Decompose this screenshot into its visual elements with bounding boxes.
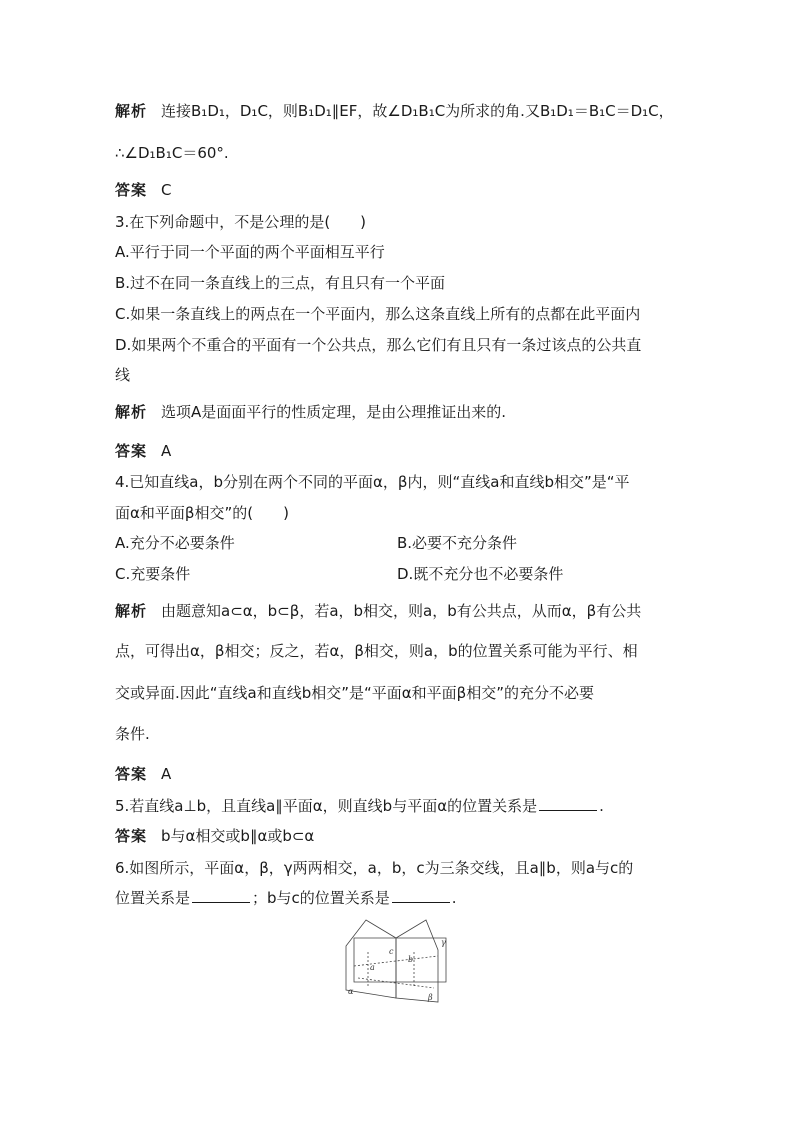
q3-answer	[115, 441, 685, 461]
q4-analysis-3: 交或异面.因此“直线a和直线b相交”是“平面α和平面β相交”的充分不必要	[115, 684, 595, 702]
q6-stem-1: 6.如图所示，平面α，β，γ两两相交，a，b，c为三条交线，且a∥b，则a与c的	[115, 859, 634, 877]
answer-label: 答案	[115, 827, 148, 845]
q4-stem-1: 4.已知直线a，b分别在两个不同的平面α，β内，则“直线a和直线b相交”是“平	[115, 473, 630, 491]
q4-stem-2: 面α和平面β相交”的( )	[115, 504, 289, 522]
q4-analysis-2: 点，可得出α，β相交；反之，若α，β相交，则a，b的位置关系可能为平行、相	[115, 642, 638, 660]
answer-label: 答案	[115, 442, 148, 460]
q4-answer	[115, 764, 685, 784]
analysis-text: 连接B₁D₁，D₁C，则B₁D₁∥EF，故∠D₁B₁C为所求的角.又B₁D₁＝B₁C＝D₁C，	[161, 102, 674, 120]
q5-answer	[115, 826, 685, 846]
q6-stem-2	[115, 888, 685, 908]
q3-stem: 3.在下列命题中，不是公理的是( )	[115, 213, 367, 231]
analysis-text: ∴∠D₁B₁C＝60°.	[115, 144, 229, 162]
analysis-label: 解析	[115, 403, 148, 421]
label-alpha: α	[348, 987, 354, 996]
label-beta: β	[428, 993, 433, 1002]
q6-stem-text: 位置关系是	[115, 889, 191, 907]
answer-blank-1	[192, 888, 250, 903]
analysis-label: 解析	[115, 602, 148, 620]
label-b: b	[408, 955, 414, 964]
label-a: a	[370, 963, 375, 972]
q5-stem	[115, 796, 685, 816]
planes-figure	[338, 916, 456, 1008]
q4-option-a: A.充分不必要条件	[115, 534, 235, 552]
q4-analysis-1	[115, 601, 685, 621]
q4-option-d: D.既不充分也不必要条件	[397, 565, 564, 583]
q3-analysis	[115, 402, 685, 422]
q6-stem-text: ；b与c的位置关系是	[252, 889, 390, 907]
q4-analysis-4: 条件.	[115, 725, 150, 743]
q4-option-b: B.必要不充分条件	[397, 534, 518, 552]
analysis-text: 选项A是面面平行的性质定理，是由公理推证出来的.	[161, 403, 507, 421]
analysis-label: 解析	[115, 102, 148, 120]
q5-stem-text: 5.若直线a⊥b，且直线a∥平面α，则直线b与平面α的位置关系是	[115, 797, 538, 815]
q6-stem-end: .	[451, 889, 457, 907]
answer-label: 答案	[115, 181, 148, 199]
q3-option-a: A.平行于同一个平面的两个平面相互平行	[115, 243, 385, 261]
answer-value: A	[161, 442, 172, 460]
label-gamma: γ	[441, 938, 446, 947]
answer-line	[115, 180, 685, 200]
answer-value: C	[161, 181, 172, 199]
analysis-line-2	[115, 143, 685, 163]
q5-stem-end: .	[599, 797, 604, 815]
q4-option-c: C.充要条件	[115, 565, 191, 583]
plane-beta	[396, 920, 438, 1002]
answer-value: A	[161, 765, 172, 783]
q3-option-d-cont: 线	[115, 366, 131, 384]
q3-option-b: B.过不在同一条直线上的三点，有且只有一个平面	[115, 274, 446, 292]
answer-label: 答案	[115, 765, 148, 783]
label-c: c	[389, 947, 394, 956]
planes-diagram	[338, 916, 456, 1008]
analysis-line-1	[115, 101, 685, 121]
analysis-text: 由题意知a⊂α，b⊂β，若a，b相交，则a，b有公共点，从而α，β有公共	[161, 602, 642, 620]
answer-value: b与α相交或b∥α或b⊂α	[161, 827, 315, 845]
q3-option-d: D.如果两个不重合的平面有一个公共点，那么它们有且只有一条过该点的公共直	[115, 336, 642, 354]
answer-blank-2	[392, 888, 450, 903]
q3-option-c: C.如果一条直线上的两点在一个平面内，那么这条直线上所有的点都在此平面内	[115, 305, 641, 323]
answer-blank	[539, 796, 597, 811]
plane-alpha	[346, 920, 396, 998]
